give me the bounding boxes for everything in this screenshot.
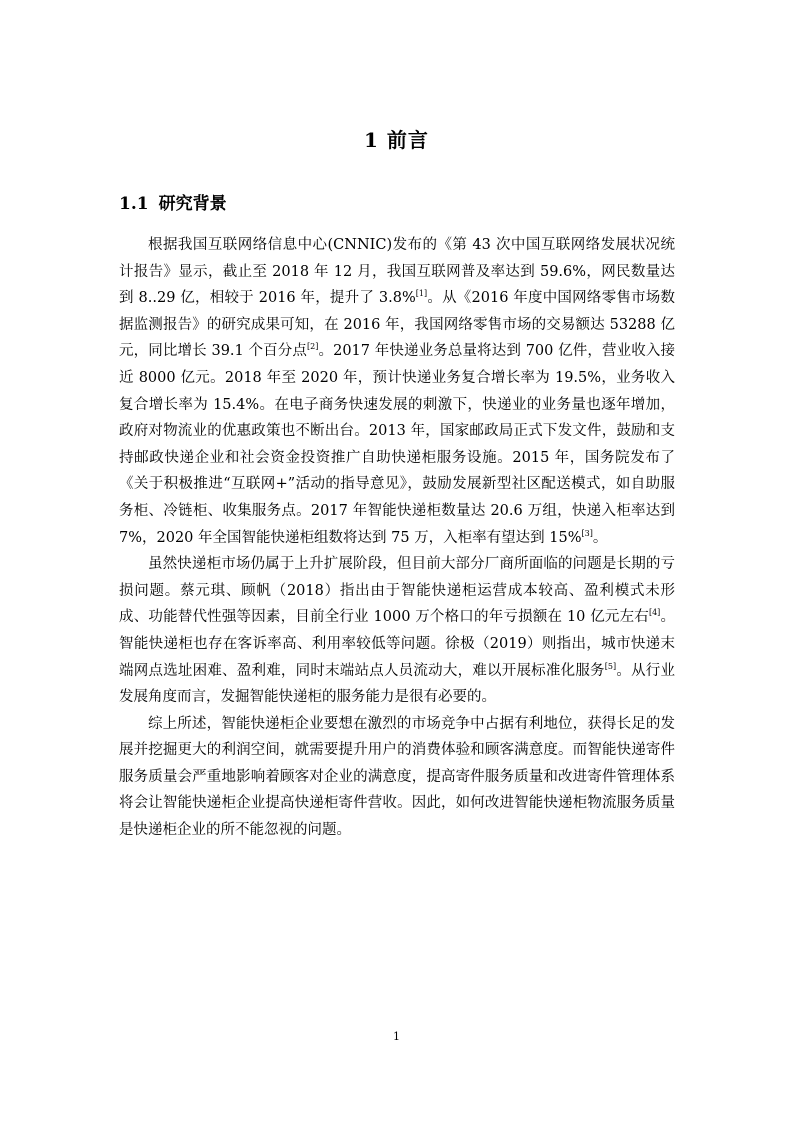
citation-ref: [4] xyxy=(648,608,661,618)
paragraph-1 xyxy=(119,232,675,551)
text-run: 虽然快递柜市场仍属于上升扩展阶段，但目前大部分厂商所面临的问题是长期的亏损问题。蔡元琪、顾帆（2018）指出由于智能快递柜运营成本较高、盈利模式未形成、功能替代性强等因素，目前全行业 1000 万个格口的年亏损额在 10 亿元左右 xyxy=(119,556,675,626)
section-number: 1.1 xyxy=(119,194,149,214)
citation-ref: [1] xyxy=(415,289,428,299)
text-run: 。智能快递柜也存在客诉率高、利用率较低等问题。徐极（2019）则指出，城市快递末端网点选址困难、盈利难，同时末端站点人员流动大，难以开展标准化服务 xyxy=(119,609,676,679)
text-run: 。从行业发展角度而言，发掘智能快递柜的服务能力是很有必要的。 xyxy=(119,662,676,706)
text-run: 综上所述，智能快递柜企业要想在激烈的市场竞争中占据有利地位，获得长足的发展并挖掘更大的利润空间，就需要提升用户的消费体验和顾客满意度。而智能快递寄件服务质量会严重地影响着顾客对企业的满意度，提高寄件服务质量和改进寄件管理体系将会让智能快递柜企业提高快递柜寄件营收。因此，如何改进智能快递柜物流服务质量是快递柜企业的所不能忽视的问题。 xyxy=(119,715,675,839)
paragraph-3 xyxy=(119,711,675,844)
citation-ref: [3] xyxy=(581,528,593,538)
page-number: 1 xyxy=(393,1030,400,1043)
text-run: 。 xyxy=(592,529,608,546)
text-run: 根据我国互联网络信息中心(CNNIC)发布的《第 43 次中国互联网络发展状况统计报告》显示，截止至 2018 年 12 月，我国互联网普及率达到 59.6%，网民数量达到 8..29 亿，相较于 2016 年，提升了 3.8% xyxy=(119,237,675,307)
chapter-title: 1 前言 xyxy=(364,128,429,152)
section-title: 研究背景 xyxy=(158,194,227,214)
text-run: 。从《2016 年度中国网络零售市场数据监测报告》的研究成果可知，在 2016 年，我国网络零售市场的交易额达 53288 亿元，同比增长 39.1 个百分点 xyxy=(119,290,675,360)
citation-ref: [5] xyxy=(604,661,617,671)
text-run: 。2017 年快递业务总量将达到 700 亿件，营业收入接近 8000 亿元。2018 年至 2020 年，预计快递业务复合增长率为 19.5%，业务收入复合增长率为 15.4%。在电子商务快速发展的刺激下，快递业的业务量也逐年增加，政府对物流业的优惠政策也不断出台。2013 年，国家邮政局正式下发文件，鼓励和支持邮政快递企业和社会资金投资推广自助快递柜服务设施。2015 年，国务院发布了《关于积极推进“互联网+”活动的指导意见》，鼓励发展新型社区配送模式，如自助服务柜、冷链柜、收集服务点。2017 年智能快递柜数量达 20.6 万组，快递入柜率达到 7%，2020 年全国智能快递柜组数将达到 75 万，入柜率有望达到 15% xyxy=(119,343,675,546)
body-text xyxy=(119,232,675,844)
paragraph-2 xyxy=(119,551,675,711)
citation-ref: [2] xyxy=(307,342,319,352)
section-heading xyxy=(119,189,227,214)
